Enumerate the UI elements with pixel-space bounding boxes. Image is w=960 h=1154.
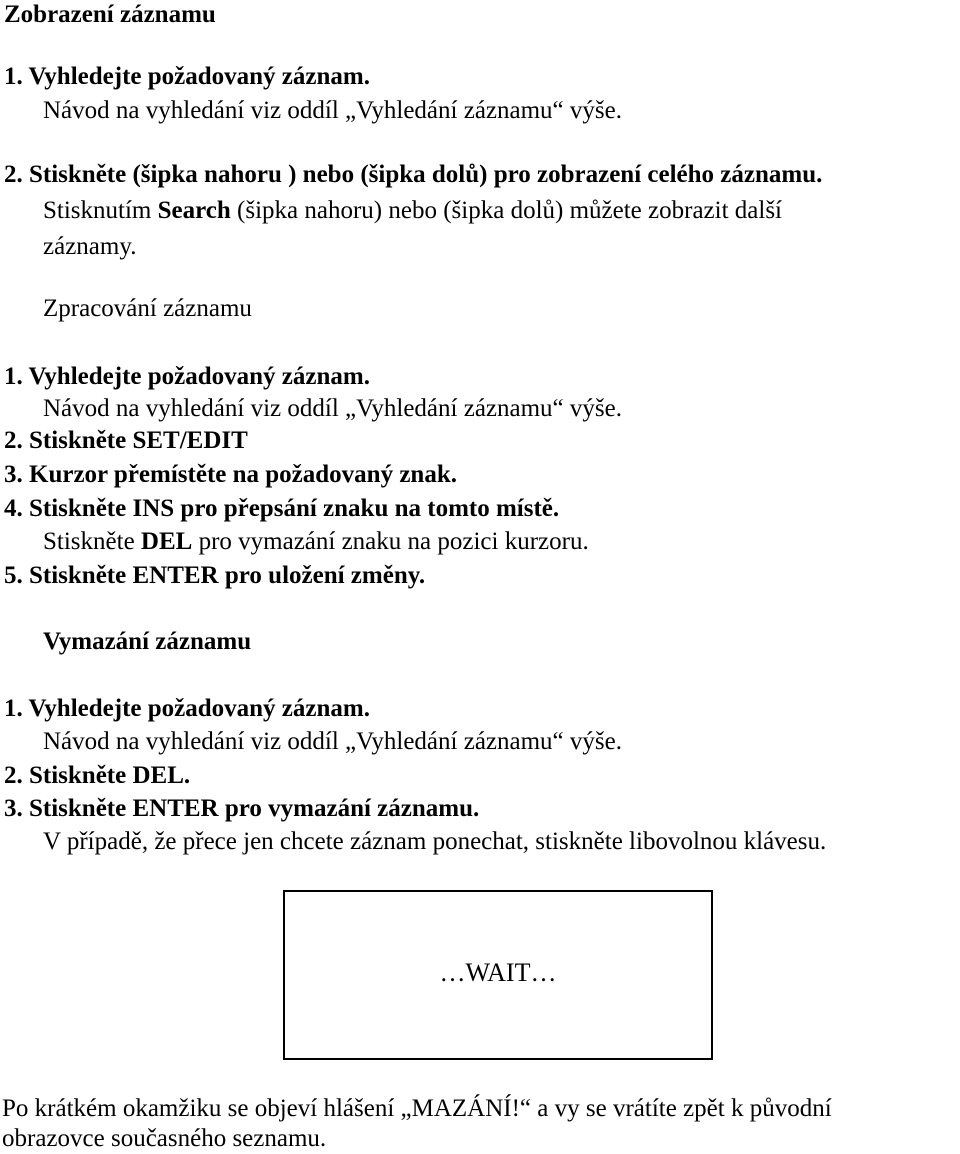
vymazani-step-2: 2. Stiskněte DEL. [4,762,191,789]
section-title-vymazani: Vymazání záznamu [43,628,252,655]
vymazani-step-3-note: V případě, že přece jen chcete záznam ponechat, stiskněte libovolnou klávesu. [43,828,827,855]
zobrazeni-step-1: 1. Vyhledejte požadovaný záznam. [4,63,370,90]
footer-line-2: obrazovce současného seznamu. [2,1125,327,1152]
vymazani-step-3: 3. Stiskněte ENTER pro vymazání záznamu. [4,795,480,822]
display-wait-text: …WAIT… [439,958,557,987]
zpracovani-step-1: 1. Vyhledejte požadovaný záznam. [4,363,370,390]
section-title-zpracovani: Zpracování záznamu [43,295,252,322]
section-title-zobrazeni: Zobrazení záznamu [4,1,216,28]
zobrazeni-step-1-note: Návod na vyhledání viz oddíl „Vyhledání záznamu“ výše. [43,97,622,124]
zobrazeni-step-2-note: Stisknutím Search (šipka nahoru) nebo (šipka dolů) můžete zobrazit další [43,197,782,224]
vymazani-step-1: 1. Vyhledejte požadovaný záznam. [4,695,370,722]
zobrazeni-step-2-note-cont: záznamy. [43,233,137,260]
zpracovani-step-3: 3. Kurzor přemístěte na požadovaný znak. [4,461,457,488]
zpracovani-step-4-note: Stiskněte DEL pro vymazání znaku na pozici kurzoru. [43,528,589,555]
vymazani-step-1-note: Návod na vyhledání viz oddíl „Vyhledání záznamu“ výše. [43,728,622,755]
zpracovani-step-2: 2. Stiskněte SET/EDIT [4,427,248,454]
zpracovani-step-5: 5. Stiskněte ENTER pro uložení změny. [4,562,426,589]
zobrazeni-step-2: 2. Stiskněte (šipka nahoru ) nebo (šipka dolů) pro zobrazení celého záznamu. [4,161,823,188]
zpracovani-step-4: 4. Stiskněte INS pro přepsání znaku na tomto místě. [4,495,560,522]
footer-line-1: Po krátkém okamžiku se objeví hlášení „MAZÁNÍ!“ a vy se vrátíte zpět k původní [2,1095,832,1122]
zpracovani-step-1-note: Návod na vyhledání viz oddíl „Vyhledání záznamu“ výše. [43,395,622,422]
